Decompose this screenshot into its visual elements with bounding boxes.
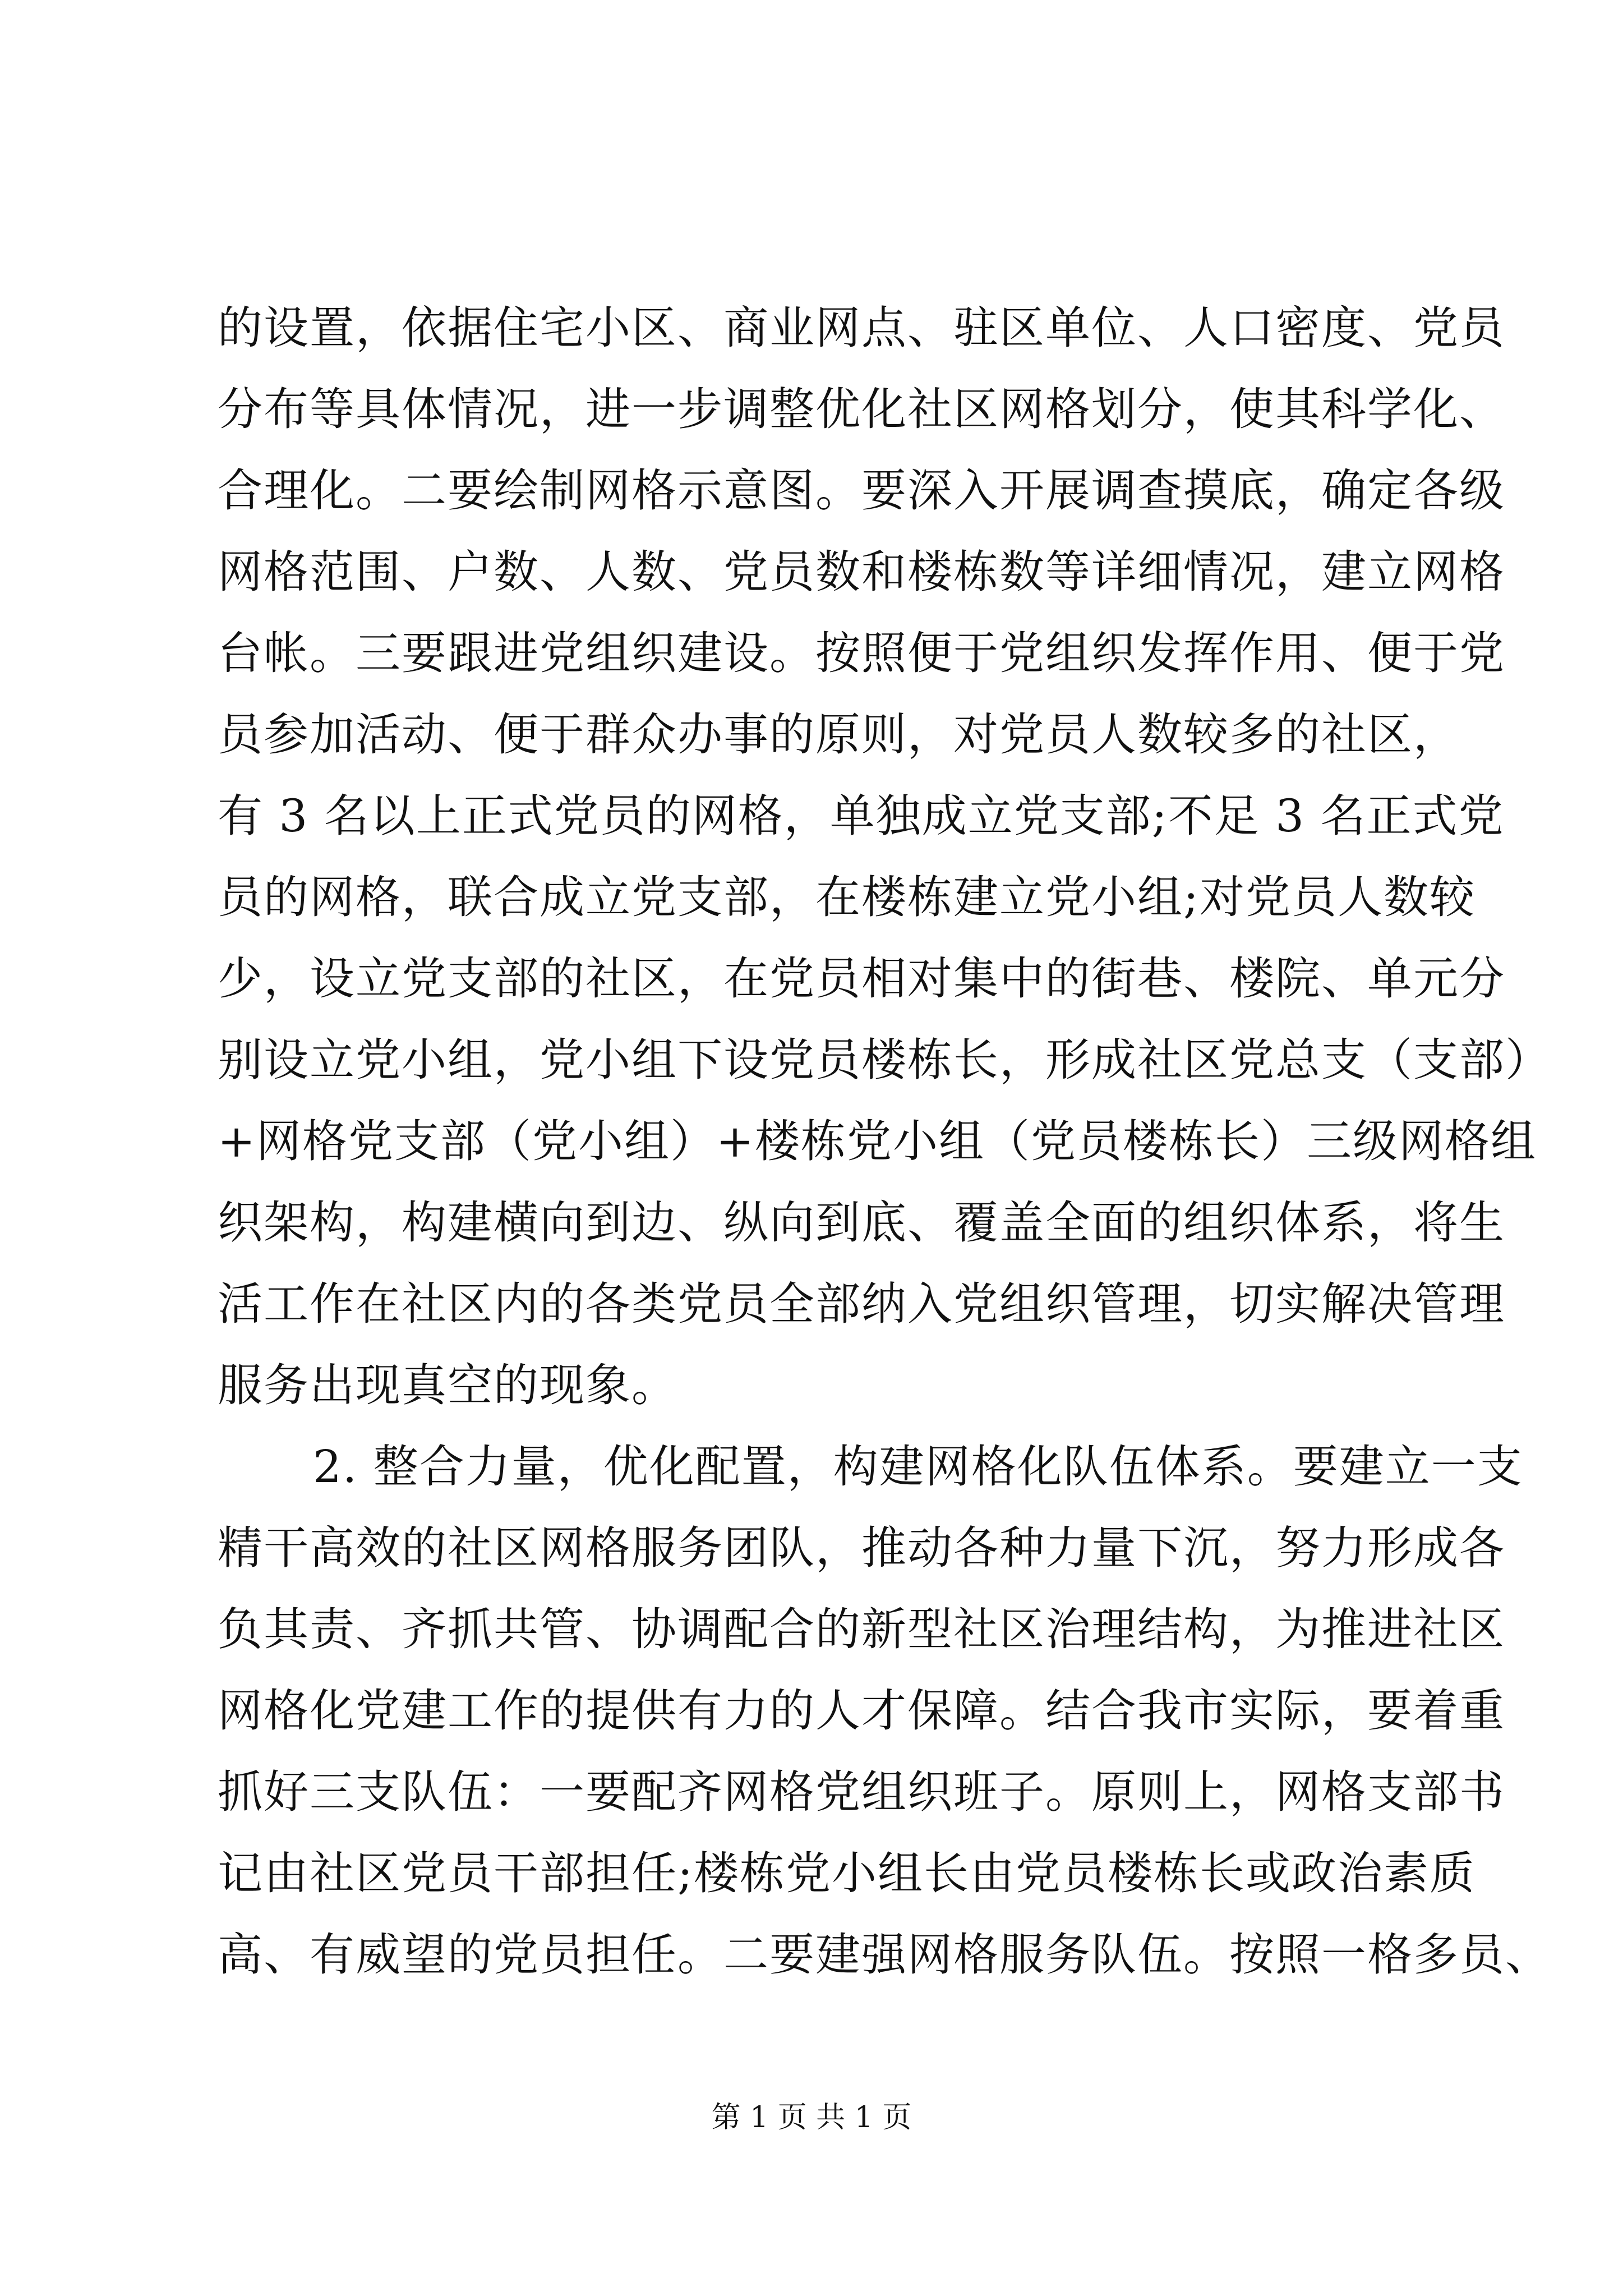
body-text — [218, 287, 1551, 1995]
text-line: 分布等具体情况，进一步调整优化社区网格划分，使其科学化、 — [218, 383, 1505, 435]
text-line: 织架构，构建横向到边、纵向到底、覆盖全面的组织体系，将生 — [218, 1197, 1505, 1249]
text-line: 有 3 名以上正式党员的网格，单独成立党支部;不足 3 名正式党 — [218, 790, 1505, 842]
text-line: 少，设立党支部的社区，在党员相对集中的街巷、楼院、单元分 — [218, 953, 1505, 1005]
page-number: 第 1 页 共 1 页 — [711, 2101, 912, 2134]
text-line: 的设置，依据住宅小区、商业网点、驻区单位、人口密度、党员 — [218, 302, 1505, 354]
text-line: 活工作在社区内的各类党员全部纳入党组织管理，切实解决管理 — [218, 1278, 1505, 1330]
text-line: 高、有威望的党员担任。二要建强网格服务队伍。按照一格多员、 — [218, 1929, 1551, 1981]
text-line: 负其责、齐抓共管、协调配合的新型社区治理结构，为推进社区 — [218, 1603, 1505, 1655]
text-line: 网格范围、户数、人数、党员数和楼栋数等详细情况，建立网格 — [218, 546, 1505, 598]
text-line: 记由社区党员干部担任;楼栋党小组长由党员楼栋长或政治素质 — [218, 1847, 1476, 1899]
text-line: 合理化。二要绘制网格示意图。要深入开展调查摸底，确定各级 — [218, 464, 1505, 517]
text-line: 精干高效的社区网格服务团队，推动各种力量下沉，努力形成各 — [218, 1522, 1505, 1574]
text-line: 台帐。三要跟进党组织建设。按照便于党组织发挥作用、便于党 — [218, 627, 1505, 679]
text-line: 网格化党建工作的提供有力的人才保障。结合我市实际，要着重 — [218, 1685, 1505, 1737]
text-line: 抓好三支队伍：一要配齐网格党组织班子。原则上，网格支部书 — [218, 1766, 1505, 1818]
text-line: 别设立党小组，党小组下设党员楼栋长，形成社区党总支（支部） — [218, 1034, 1551, 1086]
text-line: 服务出现真空的现象。 — [218, 1359, 677, 1411]
text-line: 员参加活动、便于群众办事的原则，对党员人数较多的社区， — [218, 708, 1459, 761]
page-footer — [0, 2098, 1623, 2137]
text-line: +网格党支部（党小组）+楼栋党小组（党员楼栋长）三级网格组 — [218, 1115, 1537, 1167]
text-line: 员的网格，联合成立党支部，在楼栋建立党小组;对党员人数较 — [218, 871, 1476, 923]
paragraph-start-line: 2. 整合力量，优化配置，构建网格化队伍体系。要建立一支 — [313, 1441, 1523, 1493]
